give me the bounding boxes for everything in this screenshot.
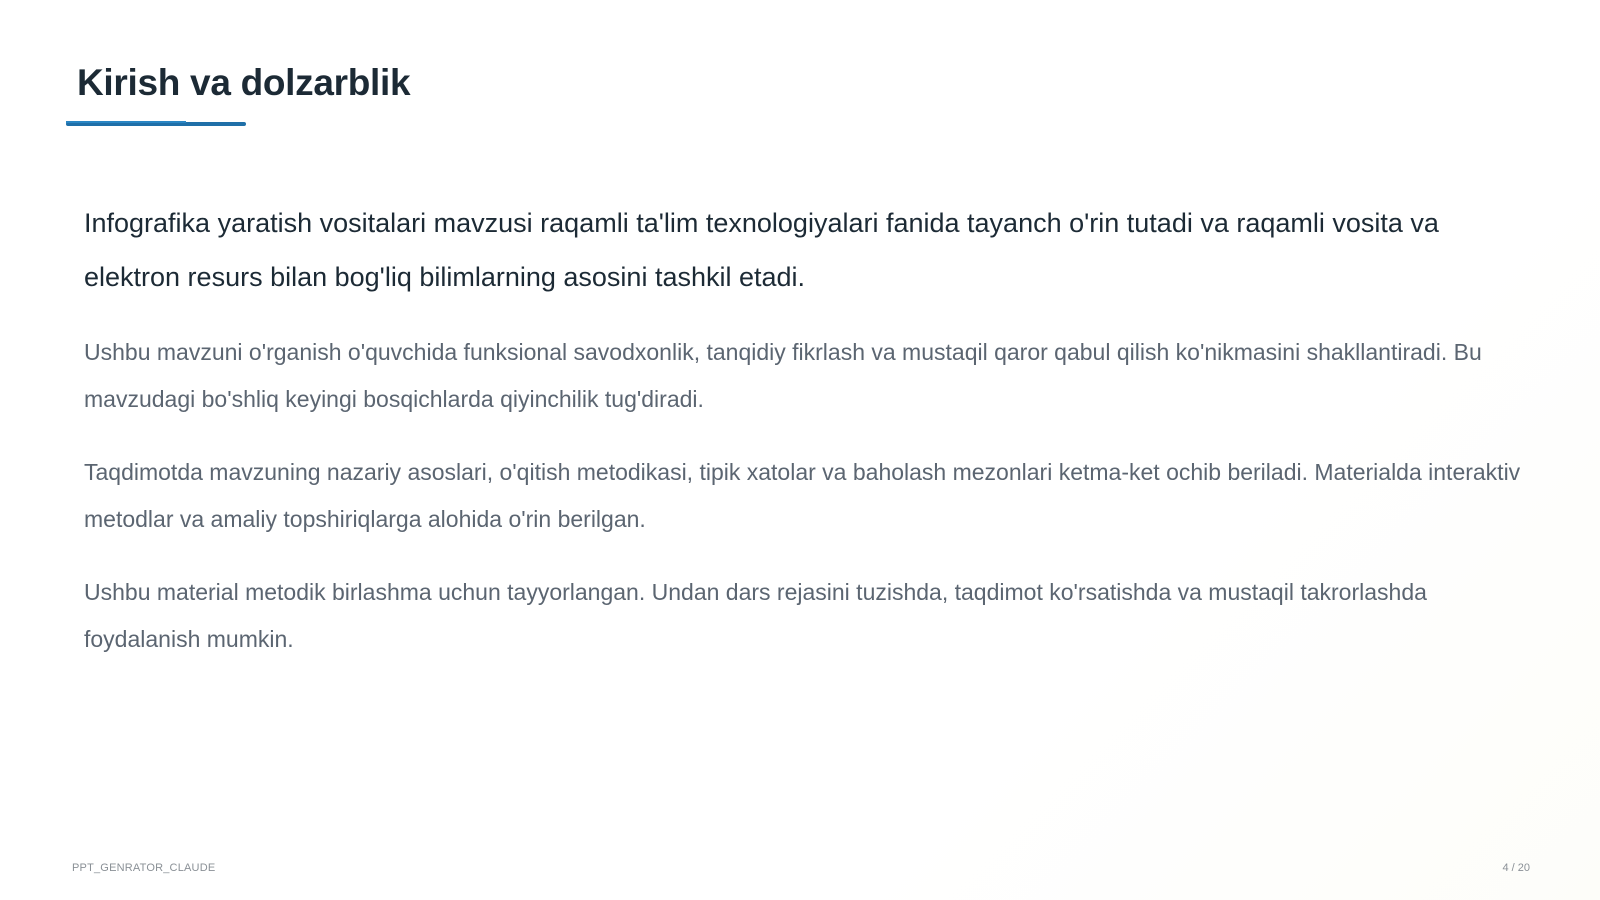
title-underline-accent bbox=[66, 121, 186, 123]
lead-paragraph: Infografika yaratish vositalari mavzusi raqamli ta'lim texnologiyalari fanida tayanch o'rin tutadi va raqamli vosita va elektron resurs bilan bog'liq bilimlarning asosini tashkil etadi. bbox=[84, 208, 1439, 292]
body-paragraph-2: Taqdimotda mavzuning nazariy asoslari, o'qitish metodikasi, tipik xatolar va baholash mezonlari ketma-ket ochib beriladi. Materialda interaktiv metodlar va amaliy topshiriqlarga alohida o'rin berilgan. bbox=[84, 459, 1521, 532]
body-paragraph-1: Ushbu mavzuni o'rganish o'quvchida funksional savodxonlik, tanqidiy fikrlash va mustaqil qaror qabul qilish ko'nikmasini shakllantiradi. Bu mavzudagi bo'shliq keyingi bosqichlarda qiyinchilik tug'diradi. bbox=[84, 339, 1482, 412]
body-paragraph-3: Ushbu material metodik birlashma uchun tayyorlangan. Undan dars rejasini tuzishda, taqdimot ko'rsatishda va mustaqil takrorlashda foydalanish mumkin. bbox=[84, 579, 1427, 652]
page-number: 4 / 20 bbox=[1502, 862, 1530, 874]
slide-title: Kirish va dolzarblik bbox=[77, 62, 411, 103]
footer-source: PPT_GENRATOR_CLAUDE bbox=[72, 862, 216, 874]
